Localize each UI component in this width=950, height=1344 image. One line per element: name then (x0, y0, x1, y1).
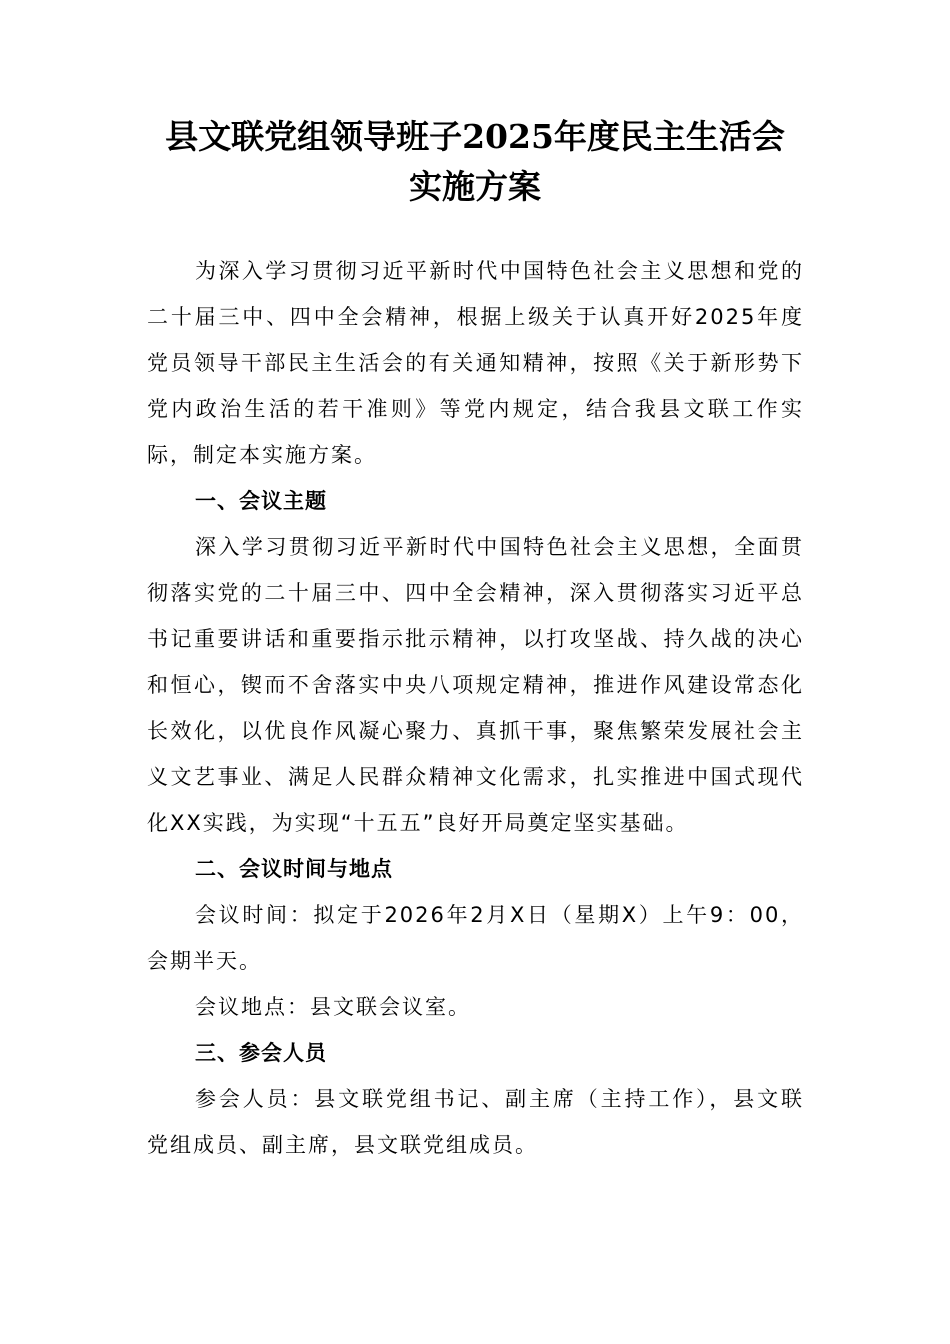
title-line-2: 实施方案 (409, 167, 541, 206)
section-heading-time-place: 二、会议时间与地点 (195, 857, 393, 881)
document-body (147, 248, 804, 1168)
attendees-paragraph: 参会人员：县文联党组书记、副主席（主持工作），县文联党组成员、副主席，县文联党组成员。 (147, 1087, 804, 1157)
meeting-time-paragraph: 会议时间：拟定于2026年2月X日（星期X）上午9：00，会期半天。 (147, 903, 804, 973)
meeting-place-paragraph: 会议地点：县文联会议室。 (195, 995, 471, 1019)
title-line-1: 县文联党组领导班子2025年度民主生活会 (165, 117, 785, 156)
section-heading-theme: 一、会议主题 (195, 489, 327, 513)
document-title (100, 112, 850, 212)
theme-paragraph: 深入学习贯彻习近平新时代中国特色社会主义思想，全面贯彻落实党的二十届三中、四中全会精神，深入贯彻落实习近平总书记重要讲话和重要指示批示精神，以打攻坚战、持久战的决心和恒心，锲而不舍落实中央八项规定精神，推进作风建设常态化长效化，以优良作风凝心聚力、真抓干事，聚焦繁荣发展社会主义文艺事业、满足人民群众精神文化需求，扎实推进中国式现代化XX实践，为实现“十五五”良好开局奠定坚实基础。 (147, 535, 804, 835)
section-heading-attendees: 三、参会人员 (195, 1041, 327, 1065)
intro-paragraph: 为深入学习贯彻习近平新时代中国特色社会主义思想和党的二十届三中、四中全会精神，根据上级关于认真开好2025年度党员领导干部民主生活会的有关通知精神，按照《关于新形势下党内政治生活的若干准则》等党内规定，结合我县文联工作实际，制定本实施方案。 (147, 259, 804, 467)
